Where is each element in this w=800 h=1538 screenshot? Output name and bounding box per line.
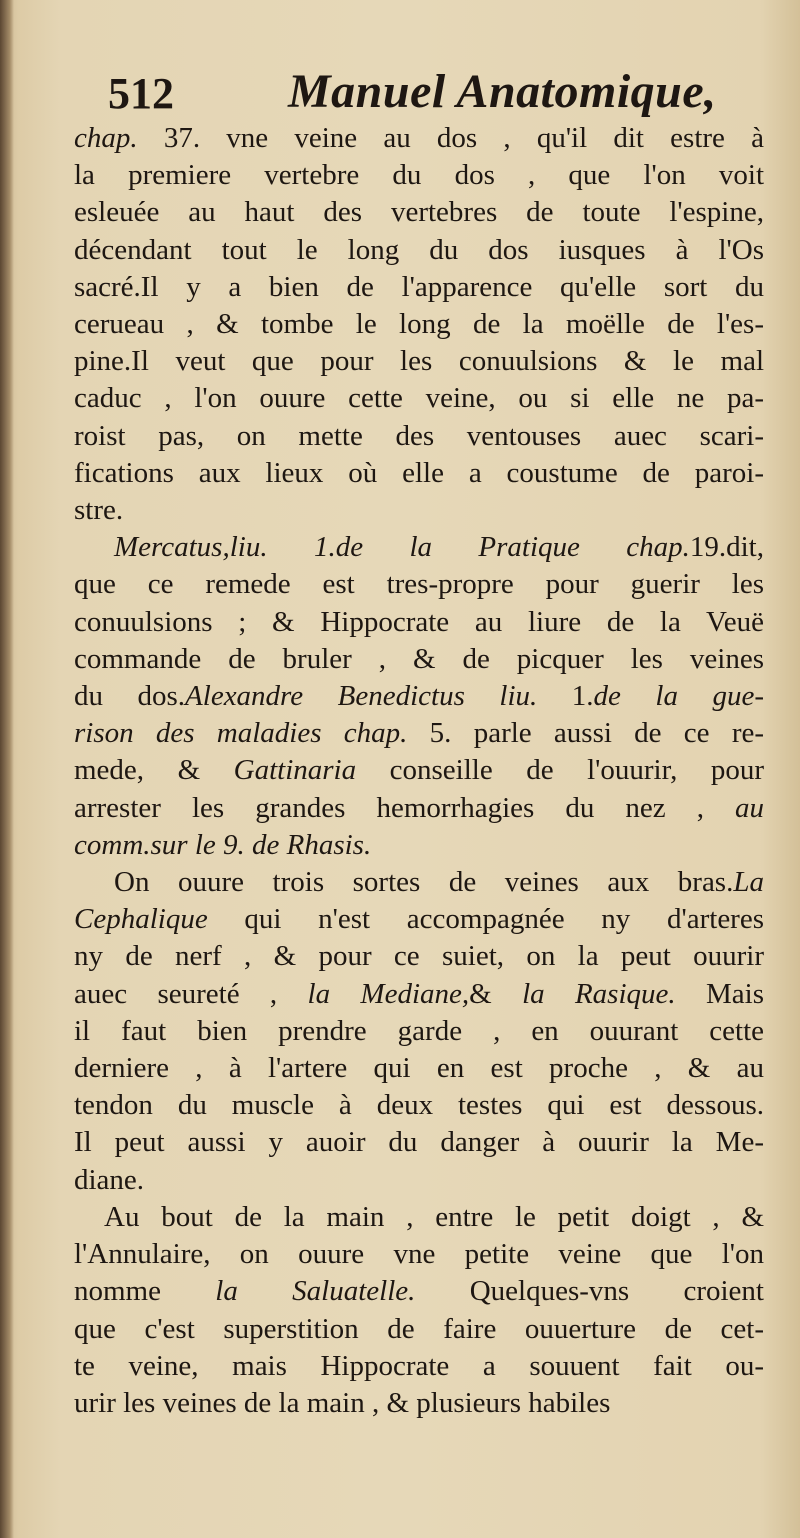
text-line [74, 678, 764, 715]
text-run: qui n'est accompagnée ny d'arteres [207, 903, 764, 936]
text-run: 5. parle aussi de ce re- [407, 717, 765, 750]
text-run: décendant tout le long du dos iusques à l'Os [74, 233, 764, 266]
text-run: pine.Il veut que pour les conuulsions & le mal [74, 345, 764, 378]
text-line [74, 194, 764, 231]
italic-text-run: de la gue- [593, 680, 764, 713]
text-line [74, 1050, 764, 1087]
italic-text-run: La [733, 866, 764, 899]
text-run: il faut bien prendre garde , en ouurant cette [74, 1014, 764, 1047]
text-line [74, 418, 764, 455]
text-line [74, 938, 764, 975]
text-run: & [469, 977, 523, 1010]
paragraph-3 [74, 864, 764, 1199]
text-run: ny de nerf , & pour ce suiet, on la peut ouurir [74, 940, 764, 973]
text-run: nomme [74, 1275, 216, 1308]
italic-text-run: Alexandre Benedictus liu. [185, 680, 538, 713]
italic-text-run: comm.sur le 9. de Rhasis. [74, 828, 372, 861]
text-run: l'Annulaire, on ouure vne petite veine que l'on [74, 1238, 764, 1271]
text-run: Il peut aussi y auoir du danger à ouurir la Me- [74, 1126, 764, 1159]
text-run: caduc , l'on ouure cette veine, ou si elle ne pa- [74, 382, 764, 415]
text-line [74, 455, 764, 492]
text-line [74, 1199, 764, 1236]
text-run: auec seureté , [74, 977, 308, 1010]
text-line [74, 901, 764, 938]
text-line [74, 269, 764, 306]
paragraph-4 [74, 1199, 764, 1422]
page-gutter-shadow [0, 0, 14, 1538]
text-line [74, 864, 764, 901]
text-run: mede, & [74, 754, 234, 787]
text-run: sacré.Il y a bien de l'apparence qu'elle sort du [74, 270, 764, 303]
text-line [74, 1385, 764, 1422]
text-line [74, 715, 764, 752]
text-run: 19.dit, [689, 531, 764, 564]
paragraph-2 [74, 529, 764, 864]
text-line [74, 790, 764, 827]
text-line [74, 1348, 764, 1385]
text-run: conuulsions ; & Hippocrate au liure de la Veuë [74, 605, 764, 638]
text-line [74, 1236, 764, 1273]
text-run: roist pas, on mette des ventouses auec scari- [74, 419, 764, 452]
italic-text-run: rison des maladies chap. [74, 717, 408, 750]
text-run: te veine, mais Hippocrate a souuent fait ou- [74, 1349, 764, 1382]
text-run: derniere , à l'artere qui en est proche , & au [74, 1052, 764, 1085]
text-run: diane. [74, 1163, 145, 1196]
italic-text-run: au [735, 791, 764, 824]
text-run: que c'est superstition de faire ouuerture de cet- [74, 1312, 764, 1345]
text-run: commande de bruler , & de picquer les veines [74, 642, 764, 675]
text-run: Au bout de la main , entre le petit doigt , & [104, 1200, 764, 1233]
text-run: Mais [675, 977, 765, 1010]
italic-text-run: la Mediane, [307, 977, 470, 1010]
text-line [74, 120, 764, 157]
text-line [74, 566, 764, 603]
text-line [74, 1273, 764, 1310]
text-run: stre. [74, 494, 124, 527]
page-number: 512 [108, 69, 174, 118]
text-line [74, 1311, 764, 1348]
text-line [74, 1124, 764, 1161]
paragraph-1 [74, 120, 764, 529]
italic-text-run: Cephalique [74, 903, 208, 936]
text-run: fications aux lieux où elle a coustume de paroi- [74, 456, 764, 489]
italic-text-run: la Saluatelle. [215, 1275, 416, 1308]
running-title: Manuel Anatomique, [288, 65, 717, 118]
italic-text-run: Mercatus,liu. 1.de la Pratique chap. [114, 531, 690, 564]
text-line [74, 1087, 764, 1124]
text-line [74, 306, 764, 343]
text-run: que ce remede est tres-propre pour guerir les [74, 568, 764, 601]
text-line [74, 827, 764, 864]
text-line [74, 641, 764, 678]
text-run: urir les veines de la main , & plusieurs habiles [74, 1386, 611, 1419]
text-line [74, 752, 764, 789]
italic-text-run: chap. [74, 122, 138, 154]
text-line [74, 1013, 764, 1050]
text-line [74, 492, 764, 529]
text-run: cerueau , & tombe le long de la moëlle de l'es- [74, 308, 764, 341]
italic-text-run: la Rasique. [522, 977, 676, 1010]
text-line [74, 343, 764, 380]
text-line [74, 604, 764, 641]
text-line [74, 380, 764, 417]
text-line [74, 529, 764, 566]
text-line [74, 157, 764, 194]
text-run: 1. [537, 680, 594, 713]
text-run: du dos. [74, 680, 186, 713]
text-line [74, 1162, 764, 1199]
text-run: arrester les grandes hemorrhagies du nez , [74, 791, 735, 824]
text-line [74, 976, 764, 1013]
text-run: la premiere vertebre du dos , que l'on voit [74, 159, 764, 192]
page-header [108, 64, 748, 124]
text-run: conseille de l'ouurir, pour [356, 754, 765, 787]
text-run: Quelques-vns croient [415, 1275, 764, 1308]
italic-text-run: Gattinaria [233, 754, 357, 787]
text-line [74, 232, 764, 269]
text-run: tendon du muscle à deux testes qui est dessous. [74, 1089, 764, 1122]
body-text [74, 120, 764, 1422]
text-run: esleuée au haut des vertebres de toute l'espine, [74, 196, 764, 229]
text-run: On ouure trois sortes de veines aux bras. [114, 866, 734, 899]
text-run: 37. vne veine au dos , qu'il dit estre à [137, 122, 764, 154]
